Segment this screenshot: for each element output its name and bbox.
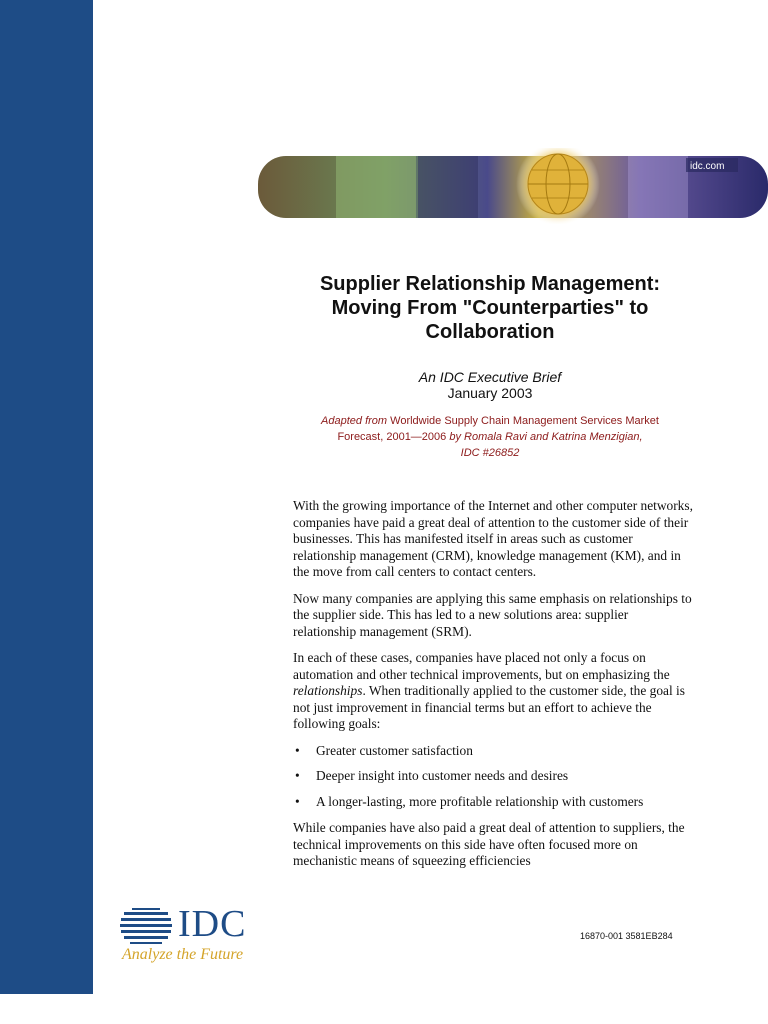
- adapted-doc-id: IDC #26852: [460, 447, 520, 459]
- banner-image: [258, 148, 768, 224]
- adapted-from-note: [290, 413, 690, 461]
- banner-badge: idc.com: [690, 161, 725, 172]
- idc-logo: [120, 903, 260, 968]
- list-item: • Greater customer satisfaction: [293, 743, 693, 760]
- adapted-prefix: Adapted from: [321, 415, 388, 427]
- adapted-source-b: Forecast, 2001—2006: [337, 431, 447, 443]
- adapted-authors: by Romala Ravi and Katrina Menzigian,: [446, 431, 643, 443]
- paragraph-1: With the growing importance of the Internet and other computer networks, companies have paid a great deal of attention to the customer side of their businesses. This has manifested itself in areas such as customer relationship management (CRM), knowledge management (KM), and in the move from call centers to contact centers.: [293, 498, 693, 579]
- globe-icon: [120, 906, 172, 946]
- document-number: 16870-001 3581EB284: [580, 931, 673, 941]
- title-line-3: Collaboration: [425, 321, 555, 343]
- paragraph-2: Now many companies are applying this same emphasis on relationships to the supplier side. This has led to a new solutions area: supplier relationship management (SRM).: [293, 590, 692, 639]
- sidebar-band: [0, 0, 93, 994]
- subtitle-brief: An IDC Executive Brief: [418, 369, 562, 385]
- paragraph-3: In each of these cases, companies have placed not only a focus on automation and other technical improvements, but on emphasizing the relationships. When traditionally applied to the customer side, the goal is not just improvement in financial terms but an effort to achieve the following goals:: [293, 650, 685, 731]
- goals-list: [293, 743, 693, 811]
- emphasis-relationships: relationships: [293, 683, 363, 698]
- title-line-1: Supplier Relationship Management:: [319, 273, 661, 295]
- paragraph-4: While companies have also paid a great deal of attention to suppliers, the technical improvements on this side have often focused more on mechanistic means of squeezing efficiencies: [293, 820, 685, 868]
- adapted-source-a: Worldwide Supply Chain Management Services Market: [390, 415, 659, 427]
- logo-wordmark: IDC: [178, 903, 247, 945]
- logo-tagline: Analyze the Future: [122, 946, 244, 963]
- title-line-2: Moving From "Counterparties" to: [331, 297, 649, 319]
- list-item: • A longer-lasting, more profitable relationship with customers: [293, 794, 693, 811]
- body-text: [293, 498, 693, 880]
- page-title: [278, 272, 702, 344]
- list-item: • Deeper insight into customer needs and desires: [293, 768, 693, 785]
- subtitle-date: January 2003: [447, 385, 533, 401]
- subtitle: [290, 369, 690, 401]
